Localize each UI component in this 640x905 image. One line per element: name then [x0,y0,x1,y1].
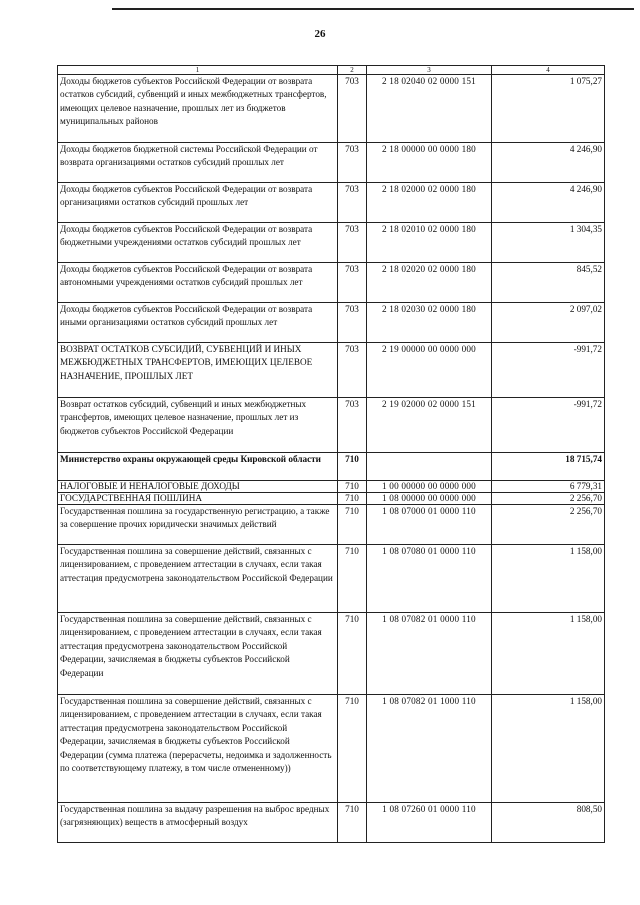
table-row [58,505,605,545]
row-amount-cell: 845,52 [492,263,605,303]
table-row [58,695,605,803]
row-amount-cell: 2 256,70 [492,505,605,545]
row-code-cell: 703 [338,343,367,398]
table-row [58,343,605,398]
row-code-cell: 703 [338,183,367,223]
row-kbk-cell: 1 08 07080 01 0000 110 [367,545,492,613]
row-amount-cell: 6 779,31 [492,481,605,493]
row-code-cell: 710 [338,481,367,493]
table-row [58,183,605,223]
top-rule [112,8,634,10]
row-name-cell: Доходы бюджетов субъектов Российской Федерации от возврата иными организациями остатков субсидий прошлых лет [58,303,338,343]
row-name-cell: Доходы бюджетов субъектов Российской Федерации от возврата автономными учреждениями остатков субсидий прошлых лет [58,263,338,303]
row-amount-cell: 1 304,35 [492,223,605,263]
table-row [58,481,605,493]
row-code-cell: 710 [338,493,367,505]
row-code-cell: 710 [338,613,367,695]
header-col-1: 1 [58,66,338,75]
row-amount-cell: 4 246,90 [492,143,605,183]
row-name-cell: Государственная пошлина за совершение действий, связанных с лицензированием, с проведением аттестации в случаях, если такая аттестация предусмотрена законодательством Российской Федерации [58,545,338,613]
row-kbk-cell: 2 18 02000 02 0000 180 [367,183,492,223]
row-kbk-cell: 2 18 02030 02 0000 180 [367,303,492,343]
row-code-cell: 710 [338,545,367,613]
row-amount-cell: 1 075,27 [492,75,605,143]
row-kbk-cell: 1 08 07082 01 0000 110 [367,613,492,695]
row-kbk-cell: 1 08 07260 01 0000 110 [367,803,492,843]
header-col-4: 4 [492,66,605,75]
table-body [58,75,605,843]
row-code-cell: 703 [338,223,367,263]
row-kbk-cell: 1 08 07082 01 1000 110 [367,695,492,803]
row-kbk-cell: 2 19 02000 02 0000 151 [367,398,492,453]
table-row [58,263,605,303]
table-row [58,803,605,843]
row-amount-cell: -991,72 [492,343,605,398]
row-amount-cell: -991,72 [492,398,605,453]
row-code-cell: 703 [338,143,367,183]
row-name-cell: Государственная пошлина за совершение действий, связанных с лицензированием, с проведением аттестации в случаях, если такая аттестация предусмотрена законодательством Российской Федерации, зачисляемая в бюджеты субъектов Российской Федерации (сумма платежа (перерасчеты, недоимка и задолженность по соответствующему платежу, в том числе отмененному)) [58,695,338,803]
row-code-cell: 703 [338,398,367,453]
table-row [58,493,605,505]
row-code-cell: 703 [338,263,367,303]
table-row [58,398,605,453]
row-name-cell: Доходы бюджетов бюджетной системы Российской Федерации от возврата организациями остатков субсидий прошлых лет [58,143,338,183]
row-name-cell: Министерство охраны окружающей среды Кировской области [58,453,338,481]
row-amount-cell: 2 097,02 [492,303,605,343]
row-name-cell: Возврат остатков субсидий, субвенций и иных межбюджетных трансфертов, имеющих целевое назначение, прошлых лет из бюджетов субъектов Российской Федерации [58,398,338,453]
row-kbk-cell: 2 18 02010 02 0000 180 [367,223,492,263]
page-number: 26 [314,28,326,40]
header-col-3: 3 [367,66,492,75]
row-amount-cell: 1 158,00 [492,613,605,695]
row-kbk-cell: 2 18 02040 02 0000 151 [367,75,492,143]
row-name-cell: НАЛОГОВЫЕ И НЕНАЛОГОВЫЕ ДОХОДЫ [58,481,338,493]
table-row [58,223,605,263]
row-code-cell: 703 [338,75,367,143]
table-row [58,453,605,481]
row-kbk-cell: 1 00 00000 00 0000 000 [367,481,492,493]
table-row [58,303,605,343]
table-header-row [58,66,605,75]
table-row [58,143,605,183]
row-code-cell: 710 [338,695,367,803]
row-name-cell: Доходы бюджетов субъектов Российской Федерации от возврата бюджетными учреждениями остатков субсидий прошлых лет [58,223,338,263]
row-kbk-cell: 2 18 02020 02 0000 180 [367,263,492,303]
row-kbk-cell [367,453,492,481]
row-name-cell: ГОСУДАРСТВЕННАЯ ПОШЛИНА [58,493,338,505]
header-col-2: 2 [338,66,367,75]
row-amount-cell: 4 246,90 [492,183,605,223]
row-amount-cell: 2 256,70 [492,493,605,505]
row-code-cell: 710 [338,803,367,843]
row-amount-cell: 18 715,74 [492,453,605,481]
table-row [58,545,605,613]
row-code-cell: 710 [338,453,367,481]
row-kbk-cell: 2 19 00000 00 0000 000 [367,343,492,398]
row-code-cell: 703 [338,303,367,343]
row-kbk-cell: 1 08 07000 01 0000 110 [367,505,492,545]
row-name-cell: Государственная пошлина за государственную регистрацию, а также за совершение прочих юридически значимых действий [58,505,338,545]
row-name-cell: Доходы бюджетов субъектов Российской Федерации от возврата организациями остатков субсидий прошлых лет [58,183,338,223]
row-name-cell: Доходы бюджетов субъектов Российской Федерации от возврата остатков субсидий, субвенций и иных межбюджетных трансфертов, имеющих целевое назначение, прошлых лет из бюджетов муниципальных районов [58,75,338,143]
budget-table [57,65,605,843]
row-name-cell: Государственная пошлина за совершение действий, связанных с лицензированием, с проведением аттестации в случаях, если такая аттестация предусмотрена законодательством Российской Федерации, зачисляемая в бюджеты субъектов Российской Федерации [58,613,338,695]
row-kbk-cell: 2 18 00000 00 0000 180 [367,143,492,183]
row-name-cell: ВОЗВРАТ ОСТАТКОВ СУБСИДИЙ, СУБВЕНЦИЙ И ИНЫХ МЕЖБЮДЖЕТНЫХ ТРАНСФЕРТОВ, ИМЕЮЩИХ ЦЕЛЕВОЕ НАЗНАЧЕНИЕ, ПРОШЛЫХ ЛЕТ [58,343,338,398]
table-row [58,613,605,695]
row-code-cell: 710 [338,505,367,545]
row-amount-cell: 808,50 [492,803,605,843]
row-amount-cell: 1 158,00 [492,545,605,613]
table-row [58,75,605,143]
row-kbk-cell: 1 08 00000 00 0000 000 [367,493,492,505]
row-amount-cell: 1 158,00 [492,695,605,803]
row-name-cell: Государственная пошлина за выдачу разрешения на выброс вредных (загрязняющих) веществ в атмосферный воздух [58,803,338,843]
